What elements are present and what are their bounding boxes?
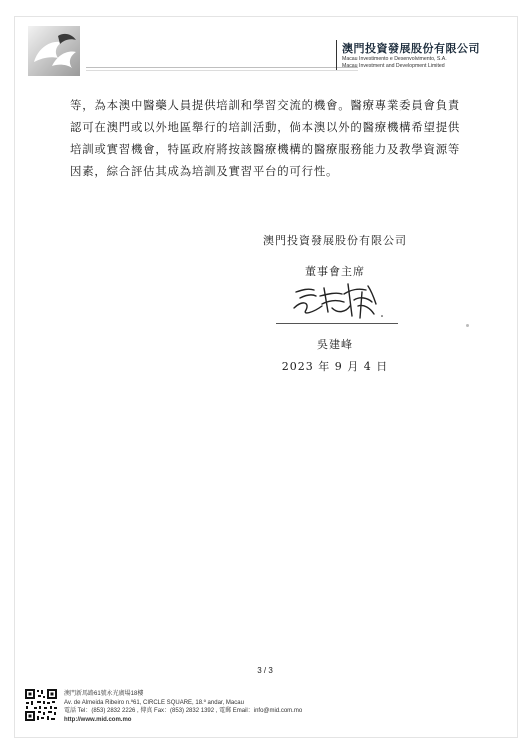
company-name-block	[336, 40, 512, 70]
margin-mark	[466, 324, 469, 327]
footer-website-link[interactable]: http://www.mid.com.mo	[64, 716, 132, 723]
company-name-pt: Macau Investimento e Desenvolvimento, S.A.	[342, 56, 447, 62]
company-logo-icon	[28, 26, 80, 76]
handwritten-signature	[288, 278, 388, 322]
company-name-en: Macau Investment and Development Limited	[342, 63, 445, 69]
header-divider-secondary	[86, 70, 358, 71]
body-line: 認可在澳門或以外地區舉行的培訓活動，倘本澳以外的醫療機構希望提供	[70, 120, 461, 134]
signature-line	[276, 323, 398, 324]
body-line: 培訓或實習機會，特區政府將按該醫療機構的醫療服務能力及教學資源等	[70, 142, 461, 156]
body-paragraph	[70, 94, 470, 182]
header-divider	[86, 67, 358, 68]
footer-address-pt: Av. de Almeida Ribeiro n.º61, CIRCLE SQUARE, 18.º andar, Macau	[64, 699, 244, 706]
page-number: 3 / 3	[257, 666, 273, 675]
signature-date: 2023 年 9 月 4 日	[281, 360, 389, 373]
body-line: 因素，綜合評估其成為培訓及實習平台的可行性。	[70, 164, 339, 178]
signatory-title: 董事會主席	[305, 265, 365, 278]
letterhead-footer	[24, 688, 504, 730]
qr-code-icon	[24, 688, 58, 722]
letterhead	[26, 26, 496, 76]
signatory-name: 吳建峰	[317, 338, 353, 351]
footer-address-zh: 澳門新馬路61號永光廣場18樓	[64, 691, 144, 697]
signatory-company: 澳門投資發展股份有限公司	[263, 234, 407, 247]
footer-contact-line: 電話 Tel：(853) 2832 2226 , 傳真 Fax：(853) 2832 1392 , 電郵 Email：info@mid.com.mo	[64, 708, 303, 714]
footer-contact	[64, 690, 302, 724]
company-name-zh: 澳門投資發展股份有限公司	[342, 42, 480, 55]
body-line: 等，為本澳中醫藥人員提供培訓和學習交流的機會。醫療專業委員會負責	[70, 98, 461, 112]
